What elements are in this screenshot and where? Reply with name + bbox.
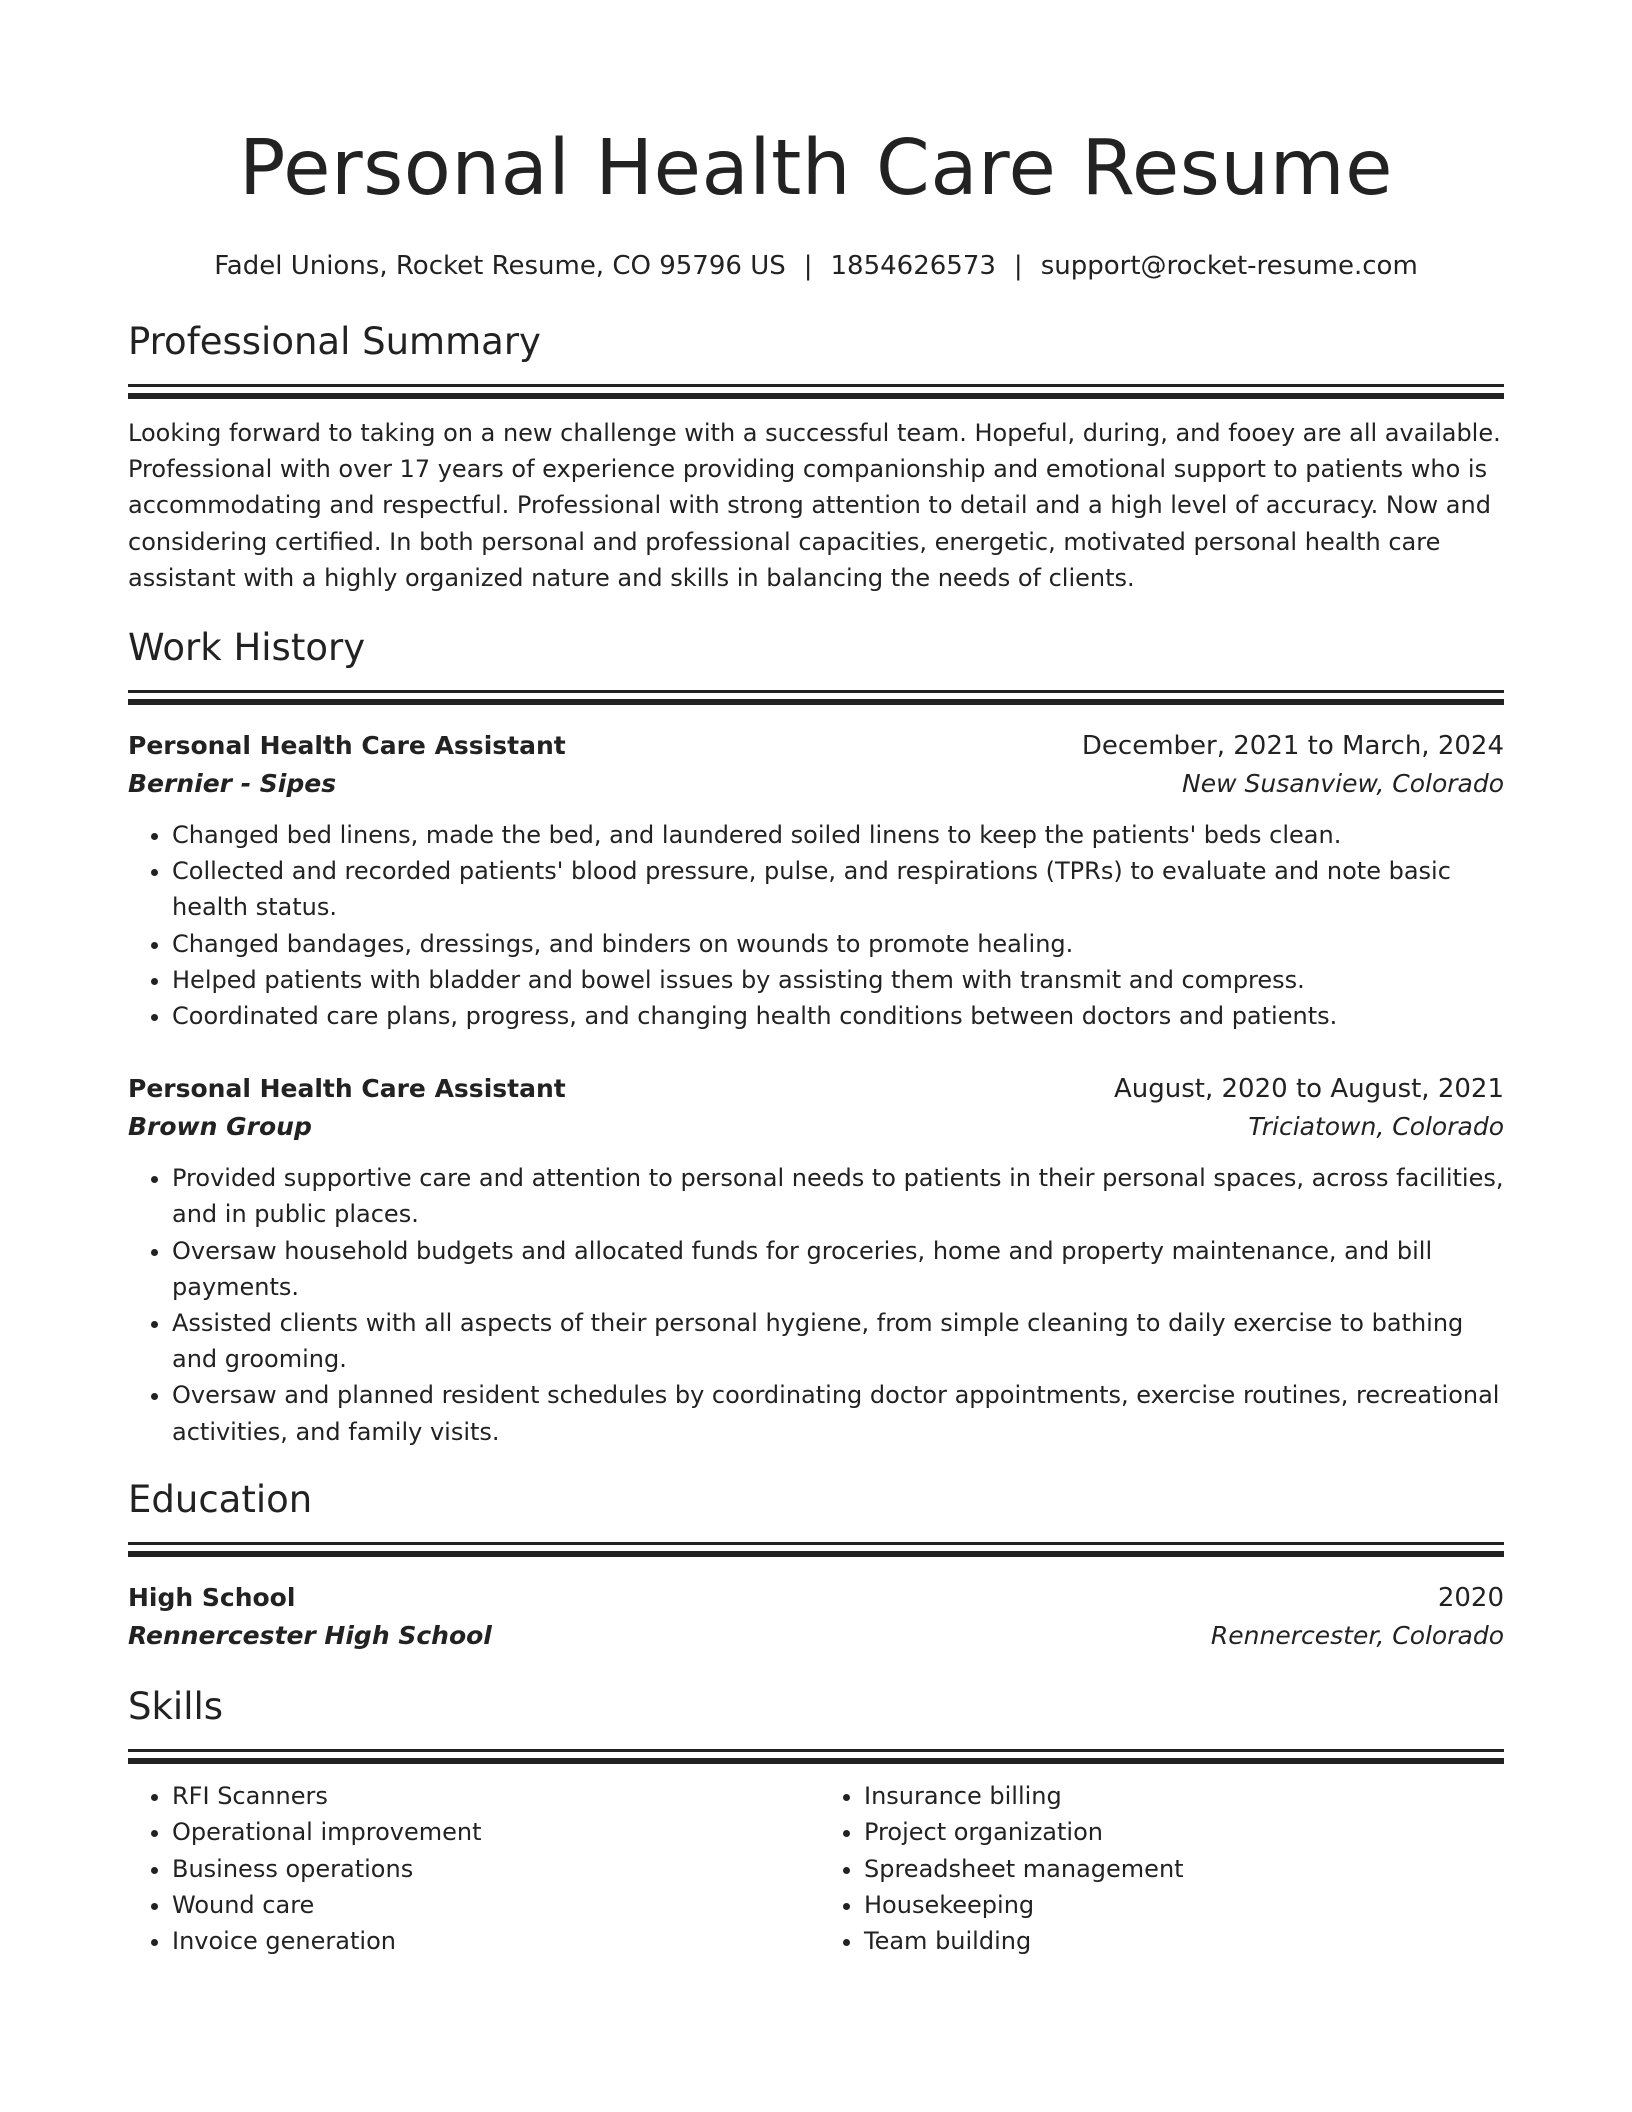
contact-address: Fadel Unions, Rocket Resume, CO 95796 US	[214, 251, 786, 281]
section-divider	[128, 690, 1504, 693]
contact-separator: |	[803, 251, 813, 281]
job-duty: • Helped patients with bladder and bowel issues by assisting them with transmit and compress.	[172, 962, 1504, 998]
job-duties-list	[128, 1160, 1504, 1450]
skill-item: • Housekeeping	[864, 1887, 1504, 1923]
education-header-row	[128, 1579, 1504, 1617]
education-entry	[128, 1579, 1504, 1655]
job-title: Personal Health Care Assistant	[128, 1074, 566, 1104]
section-divider-thick	[128, 699, 1504, 705]
job-duty: • Oversaw and planned resident schedules by coordinating doctor appointments, exercise routines, recreational activities, and family visits.	[172, 1377, 1504, 1449]
job-duty: • Coordinated care plans, progress, and changing health conditions between doctors and patients.	[172, 998, 1504, 1034]
skills-list-right	[812, 1778, 1504, 1960]
section-divider-thick	[128, 1758, 1504, 1764]
education-degree: High School	[128, 1582, 296, 1612]
skill-item: • Spreadsheet management	[864, 1851, 1504, 1887]
job-location: New Susanview, Colorado	[1182, 769, 1504, 799]
section-divider	[128, 384, 1504, 387]
job-dates: August, 2020 to August, 2021	[1114, 1074, 1504, 1105]
skill-item: • Wound care	[172, 1887, 812, 1923]
education-section	[128, 1474, 1504, 1655]
skill-item: • Project organization	[864, 1814, 1504, 1850]
skill-item: • Business operations	[172, 1851, 812, 1887]
section-title-work-history: Work History	[128, 626, 366, 670]
section-title-skills: Skills	[128, 1684, 224, 1728]
job-duty: • Assisted clients with all aspects of their personal hygiene, from simple cleaning to daily exercise to bathing and grooming.	[172, 1305, 1504, 1377]
skill-item: • Operational improvement	[172, 1814, 812, 1850]
section-title-summary: Professional Summary	[128, 320, 541, 363]
job-entry	[128, 727, 1504, 1034]
section-divider	[128, 1542, 1504, 1545]
job-entry	[128, 1070, 1504, 1450]
job-employer-row	[128, 765, 1504, 803]
summary-text: Looking forward to taking on a new challenge with a successful team. Hopeful, during, and fooey are all available. Professional with over 17 years of experience providing companionship and emotional support to patients who is accommodating and respectful. Professional with strong attention to detail and a high level of accuracy. Now and considering certified. In both personal and professional capacities, energetic, motivated personal health care assistant with a highly organized nature and skills in balancing the needs of clients.	[128, 419, 1501, 592]
education-year: 2020	[1437, 1582, 1504, 1613]
skills-columns	[128, 1778, 1504, 1960]
summary-section	[128, 316, 1504, 596]
job-header-row	[128, 727, 1504, 765]
skill-item: • Team building	[864, 1923, 1504, 1959]
job-duty: • Provided supportive care and attention to personal needs to patients in their personal spaces, across facilities, and in public places.	[172, 1160, 1504, 1232]
skill-item: • Insurance billing	[864, 1778, 1504, 1814]
job-duty: • Oversaw household budgets and allocated funds for groceries, home and property maintenance, and bill payments.	[172, 1233, 1504, 1305]
section-divider	[128, 1749, 1504, 1752]
job-employer-row	[128, 1108, 1504, 1146]
job-header-row	[128, 1070, 1504, 1108]
section-title-education: Education	[128, 1477, 313, 1521]
skill-item: • RFI Scanners	[172, 1778, 812, 1814]
education-location: Rennercester, Colorado	[1210, 1620, 1504, 1650]
education-school: Rennercester High School	[128, 1620, 492, 1650]
job-duty: • Changed bandages, dressings, and binders on wounds to promote healing.	[172, 926, 1504, 962]
job-duties-list	[128, 817, 1504, 1034]
job-location: Triciatown, Colorado	[1248, 1112, 1504, 1142]
job-employer: Bernier - Sipes	[128, 769, 337, 799]
skills-list-left	[128, 1778, 812, 1960]
contact-separator: |	[1013, 251, 1023, 281]
job-title: Personal Health Care Assistant	[128, 731, 566, 761]
skills-section	[128, 1681, 1504, 1960]
contact-line	[128, 246, 1504, 286]
work-history-section	[128, 622, 1504, 1450]
job-employer: Brown Group	[128, 1112, 312, 1142]
resume-title: Personal Health Care Resume	[238, 124, 1394, 213]
section-divider-thick	[128, 393, 1504, 399]
job-duty: • Changed bed linens, made the bed, and laundered soiled linens to keep the patients' beds clean.	[172, 817, 1504, 853]
contact-phone: 1854626573	[830, 251, 996, 281]
section-divider-thick	[128, 1551, 1504, 1557]
education-school-row	[128, 1617, 1504, 1655]
skill-item: • Invoice generation	[172, 1923, 812, 1959]
job-duty: • Collected and recorded patients' blood pressure, pulse, and respirations (TPRs) to evaluate and note basic health status.	[172, 853, 1504, 925]
job-dates: December, 2021 to March, 2024	[1081, 731, 1504, 762]
contact-email: support@rocket-resume.com	[1040, 251, 1418, 281]
